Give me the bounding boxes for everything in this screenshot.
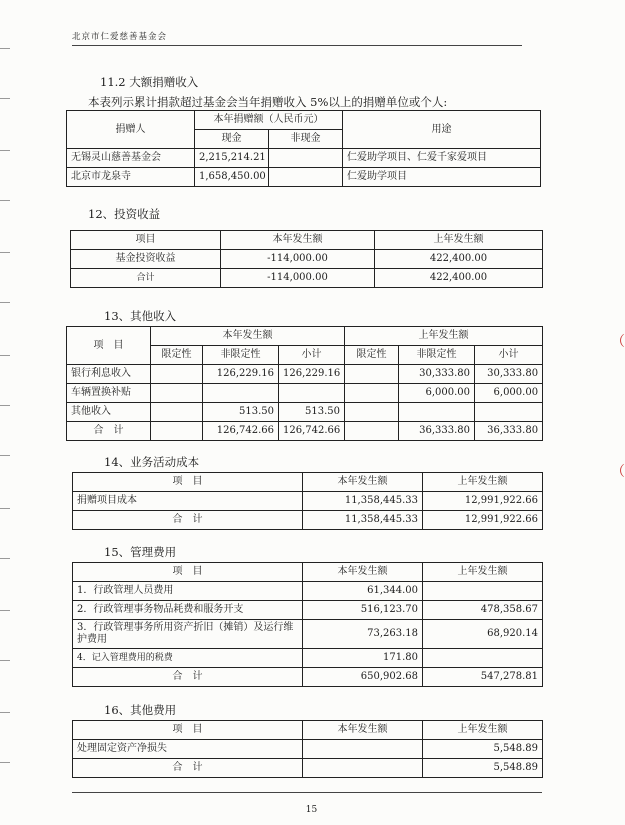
section-title: 15、管理费用 — [104, 545, 177, 559]
table-row: 其他收入 513.50 513.50 — [67, 403, 543, 422]
table-row: 处理固定资产净损失 5,548.89 — [73, 740, 543, 759]
page-number: 15 — [305, 805, 318, 815]
header-cell: 本年发生额 — [303, 563, 423, 582]
section-title: 16、其他费用 — [104, 703, 177, 717]
header-cell: 本年发生额 — [151, 327, 345, 346]
section-title: 14、业务活动成本 — [104, 455, 200, 469]
header-cell: 本年发生额 — [221, 231, 375, 250]
section-title: 13、其他收入 — [104, 309, 177, 323]
table-row: 1．行政管理人员费用 61,344.00 — [73, 582, 543, 601]
header-cell: 小计 — [279, 346, 345, 365]
table-row: 3．行政管理事务所用资产折旧（摊销）及运行维护费用 73,263.18 68,920.14 — [73, 620, 543, 649]
table-row: 银行利息收入 126,229.16 126,229.16 30,333.80 30,333.80 — [67, 365, 543, 384]
header-cell: 小计 — [475, 346, 543, 365]
header-cell: 用途 — [343, 111, 541, 149]
table-row: 合 计 5,548.89 — [73, 759, 543, 778]
header-cell: 非限定性 — [203, 346, 279, 365]
table-row: 无锡灵山慈善基金会 2,215,214.21 仁爱助学项目、仁爱千家爱项目 — [67, 149, 541, 168]
header-cell: 非现金 — [269, 130, 343, 149]
section-title: 11.2 大额捐赠收入 — [100, 75, 199, 89]
table-row: 合计 -114,000.00 422,400.00 — [71, 269, 543, 288]
investment-income-table — [70, 230, 543, 288]
header-cell: 限定性 — [151, 346, 203, 365]
table-row: 合 计 126,742.66 126,742.66 36,333.80 36,333.80 — [67, 422, 543, 441]
table-row: 4．记入管理费用的税费 171.80 — [73, 649, 543, 668]
header-cell: 本年发生额 — [303, 721, 423, 740]
header-cell: 上年发生额 — [423, 473, 543, 492]
section-title: 12、投资收益 — [88, 207, 161, 221]
header-cell: 项 目 — [73, 721, 303, 740]
header-cell: 上年发生额 — [423, 721, 543, 740]
table-row: 合 计 650,902.68 547,278.81 — [73, 668, 543, 687]
table-row: 捐赠项目成本 11,358,445.33 12,991,922.66 — [73, 492, 543, 511]
table-row: 2．行政管理事务物品耗费和服务开支 516,123.70 478,358.67 — [73, 601, 543, 620]
binding-margin-marks — [0, 0, 14, 825]
header-cell: 非限定性 — [399, 346, 475, 365]
margin-mark: （ — [611, 334, 625, 350]
section-intro: 本表列示累计捐款超过基金会当年捐赠收入 5%以上的捐赠单位或个人: — [88, 95, 448, 109]
admin-expenses-table — [72, 562, 543, 687]
header-cell: 现金 — [195, 130, 269, 149]
header-cell: 上年发生额 — [375, 231, 543, 250]
page-header: 北京市仁爱慈善基金会 — [72, 30, 522, 46]
table-row: 基金投资收益 -114,000.00 422,400.00 — [71, 250, 543, 269]
header-cell: 本年发生额 — [303, 473, 423, 492]
header-cell: 上年发生额 — [345, 327, 543, 346]
header-cell: 本年捐赠额（人民币元） — [195, 111, 343, 130]
table-row: 车辆置换补贴 6,000.00 6,000.00 — [67, 384, 543, 403]
header-cell: 捐赠人 — [67, 111, 195, 149]
header-cell: 上年发生额 — [423, 563, 543, 582]
header-cell: 项 目 — [67, 327, 151, 365]
margin-mark: （ — [611, 464, 625, 480]
footer-rule — [72, 792, 542, 793]
other-income-table — [66, 326, 543, 441]
large-donations-table — [66, 110, 541, 187]
header-cell: 限定性 — [345, 346, 399, 365]
header-cell: 项 目 — [73, 473, 303, 492]
header-cell: 项目 — [71, 231, 221, 250]
business-cost-table — [72, 472, 543, 530]
other-expenses-table — [72, 720, 543, 778]
table-row: 北京市龙泉寺 1,658,450.00 仁爱助学项目 — [67, 168, 541, 187]
table-row: 合 计 11,358,445.33 12,991,922.66 — [73, 511, 543, 530]
header-cell: 项 目 — [73, 563, 303, 582]
